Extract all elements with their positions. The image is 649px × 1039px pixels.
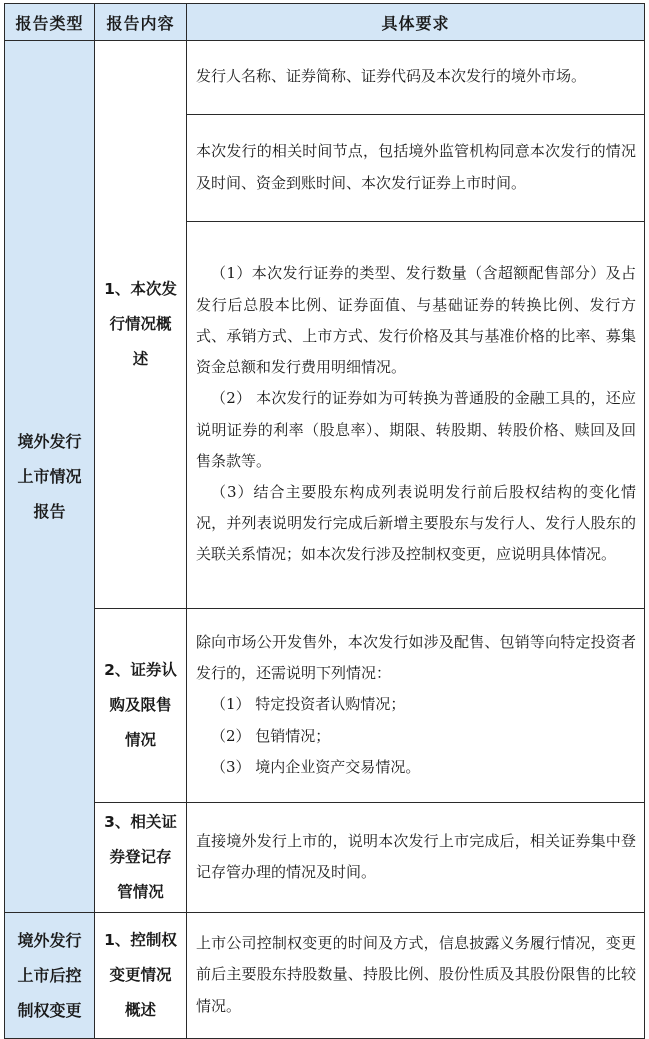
table-row: [5, 41, 645, 115]
report-requirements-table: [4, 3, 645, 1039]
requirement-subscription: 除向市场公开发售外，本次发行如涉及配售、包销等向特定投资者发行的，还需说明下列情况： （1） 特定投资者认购情况； （2） 包销情况； （3） 境内企业资产交易情况。: [187, 609, 645, 803]
requirement-registration: 直接境外发行上市的，说明本次发行上市完成后，相关证券集中登记存管办理的情况及时间。: [187, 803, 645, 913]
header-requirements: 具体要求: [187, 4, 645, 41]
table-row: [5, 913, 645, 1039]
requirement-control-change: 上市公司控制权变更的时间及方式，信息披露义务履行情况，变更前后主要股东持股数量、持股比例、股份性质及其股份限售的比较情况。: [187, 913, 645, 1039]
table-row: [5, 609, 645, 803]
requirement-timeline: 本次发行的相关时间节点，包括境外监管机构同意本次发行的情况及时间、资金到账时间、本次发行证券上市时间。: [187, 115, 645, 222]
report-type-overseas-listing: 境外发行上市情况报告: [5, 41, 95, 913]
content-issuance-overview: 1、本次发行情况概述: [95, 41, 187, 609]
report-type-control-change: 境外发行上市后控制权变更: [5, 913, 95, 1039]
requirement-issuance-details: （1）本次发行证券的类型、发行数量（含超额配售部分）及占发行后总股本比例、证券面值、与基础证券的转换比例、发行方式、承销方式、上市方式、发行价格及其与基准价格的比率、募集资金总额和发行费用明细情况。 （2） 本次发行的证券如为可转换为普通股的金融工具的，还应说明证券的利率（股息率）、期限、转股期、转股价格、赎回及回售条款等。 （3）结合主要股东构成列表说明发行前后股权结构的变化情况，并列表说明发行完成后新增主要股东与发行人、发行人股东的关联关系情况；如本次发行涉及控制权变更，应说明具体情况。: [187, 222, 645, 609]
content-control-change-overview: 1、控制权变更情况概述: [95, 913, 187, 1039]
content-registration-custody: 3、相关证券登记存管情况: [95, 803, 187, 913]
table-header-row: [5, 4, 645, 41]
header-report-content: 报告内容: [95, 4, 187, 41]
table-row: [5, 803, 645, 913]
requirement-issuer-info: 发行人名称、证券简称、证券代码及本次发行的境外市场。: [187, 41, 645, 115]
header-report-type: 报告类型: [5, 4, 95, 41]
content-subscription-lockup: 2、证券认购及限售情况: [95, 609, 187, 803]
